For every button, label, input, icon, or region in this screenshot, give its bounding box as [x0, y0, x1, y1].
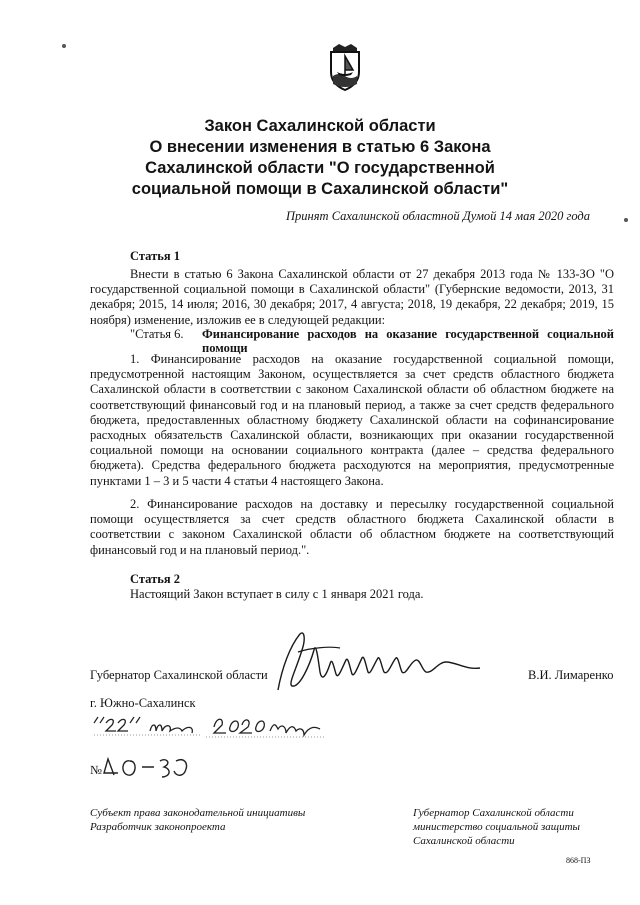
- footer-line: Субъект права законодательной инициативы: [90, 807, 306, 819]
- article-1-intro: Внести в статью 6 Закона Сахалинской области от 27 декабря 2013 года № 133-ЗО "О государственной социальной помощи в Сахалинской области" (Губернские ведомости, 2013, 31 декабря; 2015, 14 июля; 2016, 30 декабря; 2017, 4 августа; 2018, 19 декабря, 22 декабря; 2019, 15 ноября) изменение, изложив ее в следующей редакции:: [90, 267, 614, 327]
- footer-initiative: [90, 806, 305, 834]
- scan-mark: [62, 44, 66, 48]
- document-code: 868-ПЗ: [566, 856, 591, 865]
- adoption-note: Принят Сахалинской областной Думой 14 мая 2020 года: [286, 209, 590, 223]
- footer-authors: [413, 806, 580, 848]
- number-label: №: [90, 763, 102, 777]
- article-1-heading: Статья 1: [130, 249, 180, 263]
- footer-line: Губернатор Сахалинской области: [413, 807, 574, 819]
- title-line: Сахалинской области "О государственной: [145, 159, 495, 177]
- paragraph-1: 1. Финансирование расходов на оказание государственной социальной помощи, предусмотренной настоящим Законом, осуществляется за счет средств областного бюджета Сахалинской области в соответствии с законом Сахалинской области об областном бюджете на соответствующий финансовый год и на плановый период, а также за счет средств федерального бюджета, предоставленных областному бюджету Сахалинской области на софинансирование расходных обязательств Сахалинской области, возникающих при оказании государственной социальной помощи на основании социального контракта (далее – средства федерального бюджета). Средства федерального бюджета расходуются на мероприятия, предусмотренные пунктами 1 – 3 и 5 части 4 статьи 4 настоящего Закона.: [90, 352, 614, 488]
- title-line: социальной помощи в Сахалинской области": [131, 180, 509, 198]
- coat-of-arms-icon: [327, 42, 363, 92]
- paragraph-2: 2. Финансирование расходов на доставку и пересылку государственной социальной помощи осуществляется за счет средств областного бюджета Сахалинской области в соответствии с законом Сахалинской области об областном бюджете на соответствующий финансовый год и на плановый период.".: [90, 497, 614, 557]
- article-2-text: Настоящий Закон вступает в силу с 1 января 2021 года.: [130, 587, 424, 601]
- signatory-position: Губернатор Сахалинской области: [90, 668, 268, 682]
- article-2-heading: Статья 2: [130, 572, 180, 586]
- footer-line: Сахалинской области: [413, 835, 515, 847]
- section-title: Финансирование расходов на оказание государственной социальной помощи: [202, 327, 614, 355]
- title-line: Закон Сахалинской области: [204, 117, 436, 135]
- scan-mark: [624, 218, 628, 222]
- signatory-name: В.И. Лимаренко: [528, 668, 614, 682]
- footer-line: Разработчик законопроекта: [90, 821, 226, 833]
- title-line: О внесении изменения в статью 6 Закона: [149, 138, 491, 156]
- city: г. Южно-Сахалинск: [90, 696, 196, 710]
- law-title: [0, 116, 640, 200]
- handwritten-date-and-number: [90, 715, 350, 795]
- footer-line: министерство социальной защиты: [413, 821, 580, 833]
- section-label: "Статья 6.: [130, 327, 184, 341]
- handwritten-signature: [270, 628, 500, 700]
